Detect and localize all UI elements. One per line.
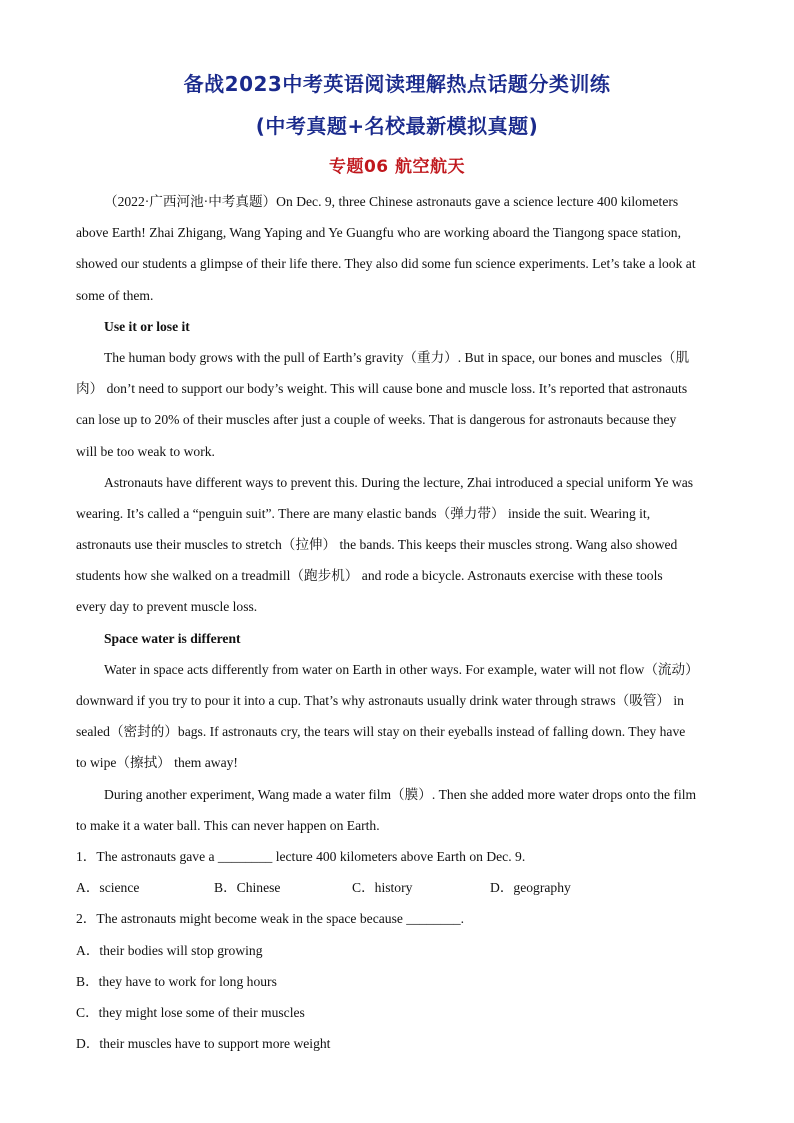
option-c: C．history	[352, 880, 413, 896]
passage-line: some of them.	[76, 287, 154, 303]
passage-line: The human body grows with the pull of Earth’s gravity（重力）. But in space, our bones and muscles（肌	[104, 349, 690, 365]
passage-line: Water in space acts differently from water on Earth in other ways. For example, water will not flow（流动）	[104, 661, 699, 677]
passage-line: 肉） don’t need to support our body’s weight. This will cause bone and muscle loss. It’s reported that astronauts	[76, 381, 688, 397]
option-d: D．geography	[490, 880, 571, 896]
passage-line: showed our students a glimpse of their life there. They also did some fun science experiments. Let’s take a look at	[76, 256, 696, 272]
passage-line: wearing. It’s called a “penguin suit”. There are many elastic bands（弹力带） inside the suit. Wearing it,	[76, 505, 651, 521]
option-b: B．they have to work for long hours	[76, 973, 277, 989]
question-stem: 1．The astronauts gave a ________ lecture 400 kilometers above Earth on Dec. 9.	[76, 848, 526, 864]
question-options	[76, 872, 718, 903]
passage-line: sealed（密封的）bags. If astronauts cry, the tears will stay on their eyeballs instead of falling down. They have	[76, 724, 686, 740]
document-title: 备战2023中考英语阅读理解热点话题分类训练	[183, 72, 611, 96]
option-a: A．their bodies will stop growing	[76, 942, 263, 958]
passage-body	[76, 186, 718, 1059]
passage-line: will be too weak to work.	[76, 443, 215, 459]
passage-line: （2022·广西河池·中考真题）On Dec. 9, three Chinese astronauts gave a science lecture 400 kilometers	[104, 194, 679, 209]
option-a: A．science	[76, 880, 140, 896]
option-b: B．Chinese	[214, 880, 281, 896]
section-heading: Use it or lose it	[104, 318, 190, 334]
passage-line: to make it a water ball. This can never happen on Earth.	[76, 817, 380, 833]
passage-line: astronauts use their muscles to stretch（拉伸） the bands. This keeps their muscles strong. Wang also showed	[76, 537, 678, 553]
passage-line: can lose up to 20% of their muscles after just a couple of weeks. That is dangerous for astronauts because they	[76, 412, 677, 428]
passage-line: every day to prevent muscle loss.	[76, 599, 258, 615]
option-c: C．they might lose some of their muscles	[76, 1004, 305, 1020]
passage-line: downward if you try to pour it into a cup. That’s why astronauts usually drink water through straws（吸管） in	[76, 693, 684, 708]
section-heading: Space water is different	[104, 630, 241, 646]
passage-line: above Earth! Zhai Zhigang, Wang Yaping and Ye Guangfu who are working aboard the Tiangong space station,	[76, 225, 681, 241]
question-stem: 2．The astronauts might become weak in the space because ________.	[76, 911, 465, 927]
passage-line: students how she walked on a treadmill（跑步机） and rode a bicycle. Astronauts exercise with these tools	[76, 568, 663, 584]
document-subtitle: (中考真题+名校最新模拟真题)	[255, 114, 539, 138]
passage-line: to wipe（擦拭） them away!	[76, 755, 238, 771]
passage-line: Astronauts have different ways to prevent this. During the lecture, Zhai introduced a special uniform Ye was	[104, 474, 694, 490]
option-d: D．their muscles have to support more weight	[76, 1036, 331, 1052]
topic-title: 专题06 航空航天	[328, 157, 466, 177]
passage-line: During another experiment, Wang made a water film（膜）. Then she added more water drops onto the film	[104, 786, 697, 802]
